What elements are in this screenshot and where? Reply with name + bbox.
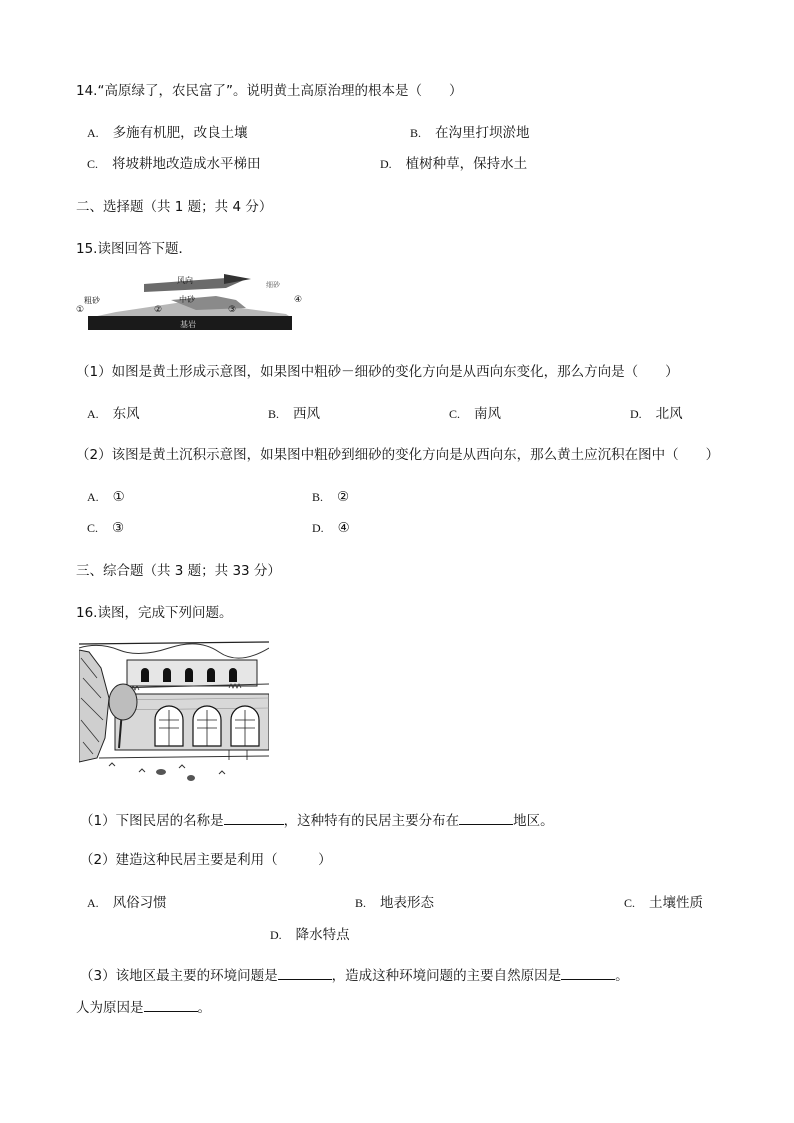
section-2-heading: 二、选择题（共 1 题；共 4 分）: [76, 199, 273, 215]
q15-sub2-option-b[interactable]: B. ②: [312, 489, 350, 505]
loess-formation-diagram: [76, 270, 302, 336]
q16-sub1: （1）下图民居的名称是 ，这种特有的民居主要分布在 地区。: [80, 813, 554, 829]
q15-sub1-option-c[interactable]: C. 南风: [449, 406, 502, 422]
q15-sub2-stem: （2）该图是黄土沉积示意图，如果图中粗砂到细砂的变化方向是从西向东，那么黄土应沉积在图中（ ）: [76, 447, 720, 463]
q14-option-d[interactable]: D. 植树种草，保持水土: [380, 156, 528, 172]
q15-sub2-option-c[interactable]: C. ③: [87, 520, 125, 536]
medium-sand-label: 中砂: [179, 295, 195, 304]
q15-sub1-option-a[interactable]: A. 东风: [87, 406, 140, 422]
q16-sub2-option-c[interactable]: C. 土壤性质: [624, 895, 704, 911]
coarse-sand-label: 粗砂: [84, 296, 100, 305]
q15-sub1-option-d[interactable]: D. 北风: [630, 406, 683, 422]
section-3-heading: 三、综合题（共 3 题；共 33 分）: [76, 563, 281, 579]
q16-sub3-human-cause: 人为原因是 。: [76, 1000, 211, 1016]
q15-stem: 15.读图回答下题．: [76, 241, 192, 257]
q15-sub2-option-a[interactable]: A. ①: [87, 489, 125, 505]
answer-blank-distribution-region[interactable]: [459, 811, 513, 825]
q16-sub2-stem: （2）建造这种民居主要是利用（ ）: [80, 852, 332, 868]
cave-dwelling-illustration: [79, 638, 269, 784]
q15-sub2-option-d[interactable]: D. ④: [312, 520, 350, 536]
marker-2: ②: [154, 305, 163, 315]
marker-3: ③: [228, 305, 237, 315]
bedrock-label: 基岩: [180, 320, 196, 329]
q16-stem: 16.读图，完成下列问题。: [76, 605, 233, 621]
q14-option-c[interactable]: C. 将坡耕地改造成水平梯田: [87, 156, 261, 172]
q16-sub2-option-d[interactable]: D. 降水特点: [270, 927, 350, 943]
answer-blank-natural-cause[interactable]: [561, 966, 615, 980]
q15-sub1-stem: （1）如图是黄土形成示意图，如果图中粗砂－细砂的变化方向是从西向东变化，那么方向是（ ）: [76, 364, 679, 380]
answer-blank-human-cause[interactable]: [144, 998, 198, 1012]
q14-stem: 14.“高原绿了，农民富了”。说明黄土高原治理的根本是（ ）: [76, 83, 463, 99]
fine-sand-label: 细砂: [266, 281, 280, 289]
q16-sub2-option-b[interactable]: B. 地表形态: [355, 895, 435, 911]
answer-blank-dwelling-name[interactable]: [224, 811, 284, 825]
q16-sub2-option-a[interactable]: A. 风俗习惯: [87, 895, 167, 911]
q16-sub3: （3）该地区最主要的环境问题是 ，造成这种环境问题的主要自然原因是 。: [80, 968, 629, 984]
q15-sub1-option-b[interactable]: B. 西风: [268, 406, 321, 422]
q14-option-b[interactable]: B. 在沟里打坝淤地: [410, 125, 530, 141]
marker-1: ①: [76, 305, 85, 315]
q14-option-a[interactable]: A. 多施有机肥，改良土壤: [87, 125, 248, 141]
answer-blank-environmental-problem[interactable]: [278, 966, 332, 980]
wind-label: 风向: [177, 276, 193, 285]
marker-4: ④: [294, 295, 302, 305]
